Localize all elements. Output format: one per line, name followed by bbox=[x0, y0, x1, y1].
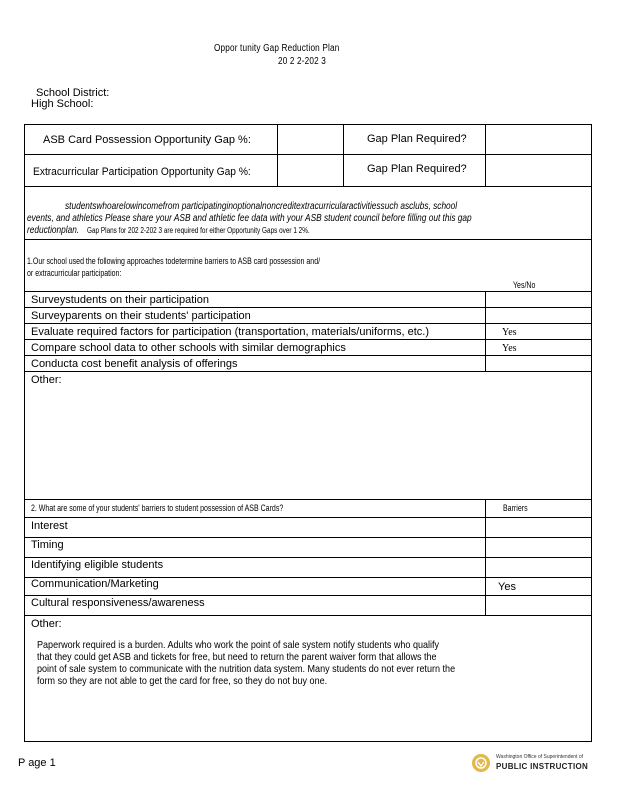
ospi-logo bbox=[472, 752, 592, 776]
q2-item-cultural-responsiveness: Cultural responsiveness/awareness bbox=[31, 597, 205, 609]
q1-yes-no-header: Yes/No bbox=[513, 280, 536, 290]
q2-other-text-line-4: form so they are not able to get the card for free, so they do not buy one. bbox=[37, 675, 328, 687]
q1-item-compare-data-value[interactable]: Yes bbox=[502, 343, 517, 354]
intro-line-3: Gap Plans for 202 2-202 3 are required for either Opportunity Gaps over 1 2%. bbox=[87, 226, 310, 235]
intro-line-3-italic: reductionplan. bbox=[27, 225, 80, 236]
q1-other-field[interactable] bbox=[27, 387, 589, 491]
extracurricular-gap-value-field[interactable] bbox=[278, 156, 342, 185]
q1-item-evaluate-factors-value[interactable]: Yes bbox=[502, 327, 517, 338]
asb-gap-value-field[interactable] bbox=[278, 126, 342, 153]
q2-question: 2. What are some of your students' barriers to student possession of ASB Cards? bbox=[31, 503, 284, 513]
q2-item-timing: Timing bbox=[31, 539, 64, 551]
q2-other-text-line-2: that they could get ASB and tickets for free, but need to return the parent waiver form that allows the bbox=[37, 651, 437, 663]
extracurricular-gap-plan-required-label: Gap Plan Required? bbox=[367, 163, 467, 175]
q1-item-cost-benefit: Conducta cost benefit analysis of offerings bbox=[31, 358, 238, 370]
q2-barriers-header: Barriers bbox=[503, 503, 528, 513]
asb-gap-label: ASB Card Possession Opportunity Gap %: bbox=[43, 134, 251, 146]
q1-other-label: Other: bbox=[31, 374, 62, 386]
q2-item-communication: Communication/Marketing bbox=[31, 578, 159, 590]
intro-line-1: studentswhoarelowincomefrom participatinginoptionalnoncreditextracurricularactivitiessuch asclubs, school bbox=[65, 201, 458, 212]
q2-item-interest: Interest bbox=[31, 520, 68, 532]
q2-other-label: Other: bbox=[31, 618, 62, 630]
plan-year: 20 2 2-202 3 bbox=[278, 56, 327, 67]
ospi-logo-text-bottom: PUBLIC INSTRUCTION bbox=[496, 762, 589, 771]
q1-question-line-1: 1.Our school used the following approaches todetermine barriers to ASB card possession and/ bbox=[27, 256, 321, 266]
extracurricular-gap-label: Extracurricular Participation Opportunity Gap %: bbox=[33, 166, 251, 178]
page-title: Oppor tunity Gap Reduction Plan bbox=[214, 43, 340, 54]
q1-item-survey-parents: Surveyparents on their students' participation bbox=[31, 310, 251, 322]
q2-item-communication-value[interactable]: Yes bbox=[498, 581, 516, 593]
school-district-label: School District: bbox=[36, 87, 110, 99]
high-school-label: High School: bbox=[31, 98, 94, 110]
ospi-logo-icon bbox=[472, 754, 490, 772]
q2-item-identifying-eligible: Identifying eligible students bbox=[31, 559, 164, 571]
asb-gap-plan-required-label: Gap Plan Required? bbox=[367, 133, 467, 145]
q1-item-compare-data: Compare school data to other schools with similar demographics bbox=[31, 342, 346, 354]
extracurricular-gap-plan-required-field[interactable] bbox=[486, 156, 590, 185]
q2-other-response[interactable] bbox=[27, 633, 589, 739]
asb-gap-plan-required-field[interactable] bbox=[486, 126, 590, 153]
q2-other-text-line-1: Paperwork required is a burden. Adults who work the point of sale system notify students who qualify bbox=[37, 639, 440, 651]
opportunity-gap-form bbox=[24, 124, 592, 742]
q1-item-evaluate-factors: Evaluate required factors for participation (transportation, materials/uniforms, etc.) bbox=[31, 326, 430, 338]
q2-other-text-line-3: point of sale system to communicate with the nutrition data system. Many students do not ever return the bbox=[37, 663, 456, 675]
q1-item-survey-students: Surveystudents on their participation bbox=[31, 294, 209, 306]
q1-question-line-2: or extracurricular participation: bbox=[27, 268, 122, 278]
ospi-logo-text-top: Washington Office of Superintendent of bbox=[496, 754, 583, 760]
intro-line-2: events, and athletics Please share your ASB and athletic fee data with your ASB student council before filling out this gap bbox=[27, 213, 472, 224]
page-number: P age 1 bbox=[18, 757, 56, 769]
